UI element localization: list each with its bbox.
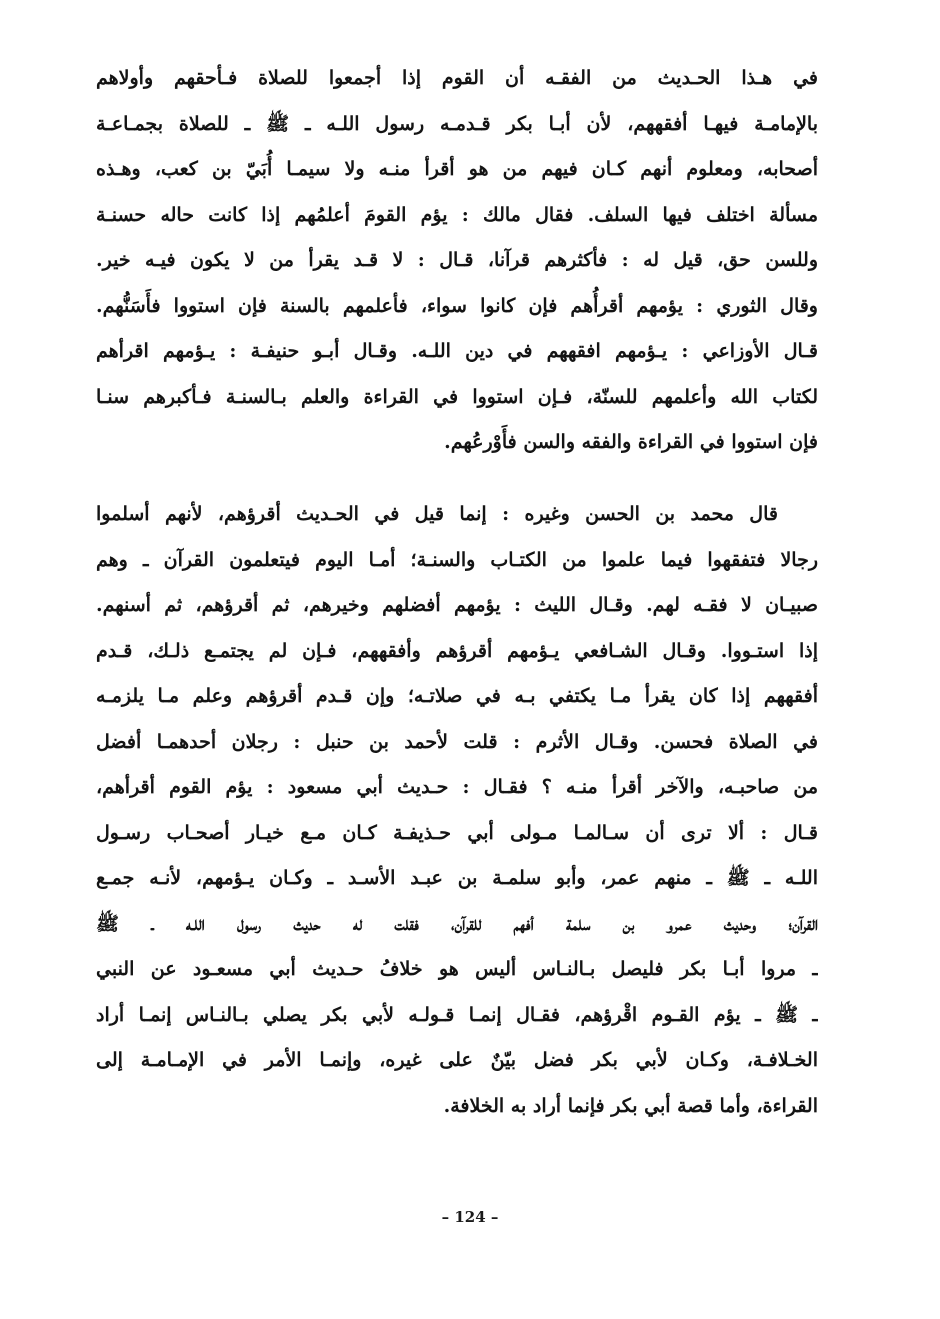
text-line: وقال الثوري : يؤمهم أقرأُهم فإن كانوا سواء، فأعلمهم بالسنة فإن استووا فأَسَنُّهم. [96,294,818,317]
text-line: مسألة اختلف فيها السلف. فقال مالك : يؤم القومَ أعلمُهم إذا كانت حاله حسنـة [96,203,818,226]
text-line: في هـذا الحـديث من الفقـه أن القوم إذا أجمعوا للصلاة فـأحقهم وأولاهم [96,67,818,89]
text-line: القراءة، وأما قصة أبي بكر فإنما أراد به الخلافة. [443,1094,818,1117]
text-line: قـال الأوزاعي : يـؤمهم افقههم في دين اللـه. وقـال أبـو حنيفـة : يـؤمهم اقرأهم [96,340,818,362]
text-line: أفقههم إذا كان يقرأ مـا يكتفي بـه في صلاتـه؛ وإن قـدم أقرؤهم وعلم مـا يلزمـه [96,685,818,707]
text-line: اللـه ـ ﷺ ـ منهم عمر، وأبو سلمـة بن عبـد الأسـد ـ وكـان يـؤمهم، لأنـه جمـع [96,867,818,889]
paragraph-1 [96,56,818,466]
text-line: أصحابه، ومعلوم أنهم كـان فيهم من هو أقرأ منـه ولا سيمـا أُبَيّ بن كعب، وهـذه [96,158,818,180]
text-line: قـال : ألا ترى أن سـالمـا مـولى أبي حـذيفـة كـان مـع خيـار أصحـاب رسـول [96,821,818,844]
text-line: في الصلاة فحسن. وقـال الأثرم : قلت لأحمد بن حنبل : رجلان أحدهمـا أفضل [96,730,818,753]
text-line: ـ مروا أبـا بكر فليصل بـالنـاس أليس هو خلافُ حـديث أبي مسعـود عن النبي [96,958,818,980]
text-line: قال محمد بن الحسن وغيره : إنما قيل في الحـديث أقرؤهم، لأنهم أسلموا [96,503,778,525]
paragraph-2 [96,492,818,1129]
text-line: إذا استـووا. وقـال الشـافعي يـؤمهم أقرؤهم وأفقههم، فـإن لم يجتمـع ذلـك، قـدم [96,639,818,662]
text-line: فإن استووا في القراءة والفقه والسن فأَوْرعُهم. [444,431,818,453]
text-line: ـ ﷺ ـ يؤم القـوم اقْرؤهم، فقـال إنمـا قـولـه لأبي بكر يصلي بـالنـاس إنمـا أراد [96,1003,818,1026]
text-line: من صاحبـه، والآخر أقرأ منـه ؟ فقـال : حـديث أبي مسعود : يؤم القوم أقرأهم، [96,776,818,798]
text-line: لكتاب الله وأعلمهم للسنّة، فـإن استووا في القراءة والعلم بـالسنـة فـأكبرهم سنـا [96,385,818,408]
text-line: الخـلافـة، وكـان لأبي بكر فضل بيّنٌ على غيره، وإنمـا الأمر في الإمـامـة إلى [96,1049,818,1071]
text-line: صبيـان لا فقـه لهم. وقـال الليث : يؤمهم أفضلهم وخيرهم، ثم أقرؤهم، ثم أسنهم. [96,594,818,616]
text-line: رجالا فتفقهوا فيما علموا من الكتـاب والسنـة؛ أمـا اليوم فيتعلمون القرآن ـ وهم [96,548,818,571]
page-number: – 124 – [441,1208,499,1226]
text-line: بالإمامـة فيهـا أفقههم، لأن أبـا بكر قـدمـه رسول اللـه ـ ﷺ ـ للصلاة بجمـاعـة [96,112,818,135]
text-line: وللسن حق، قيل له : فأكثرهم قرآنا، قـال : لا قـد يقرأ من لا يكون فيـه خير. [96,249,818,271]
text-line: القرآن؛ وحديث عمرو بن سلمة أفهم للقرآن، فقلت له حديث رسول اللـه ـ ﷺ [96,912,818,935]
